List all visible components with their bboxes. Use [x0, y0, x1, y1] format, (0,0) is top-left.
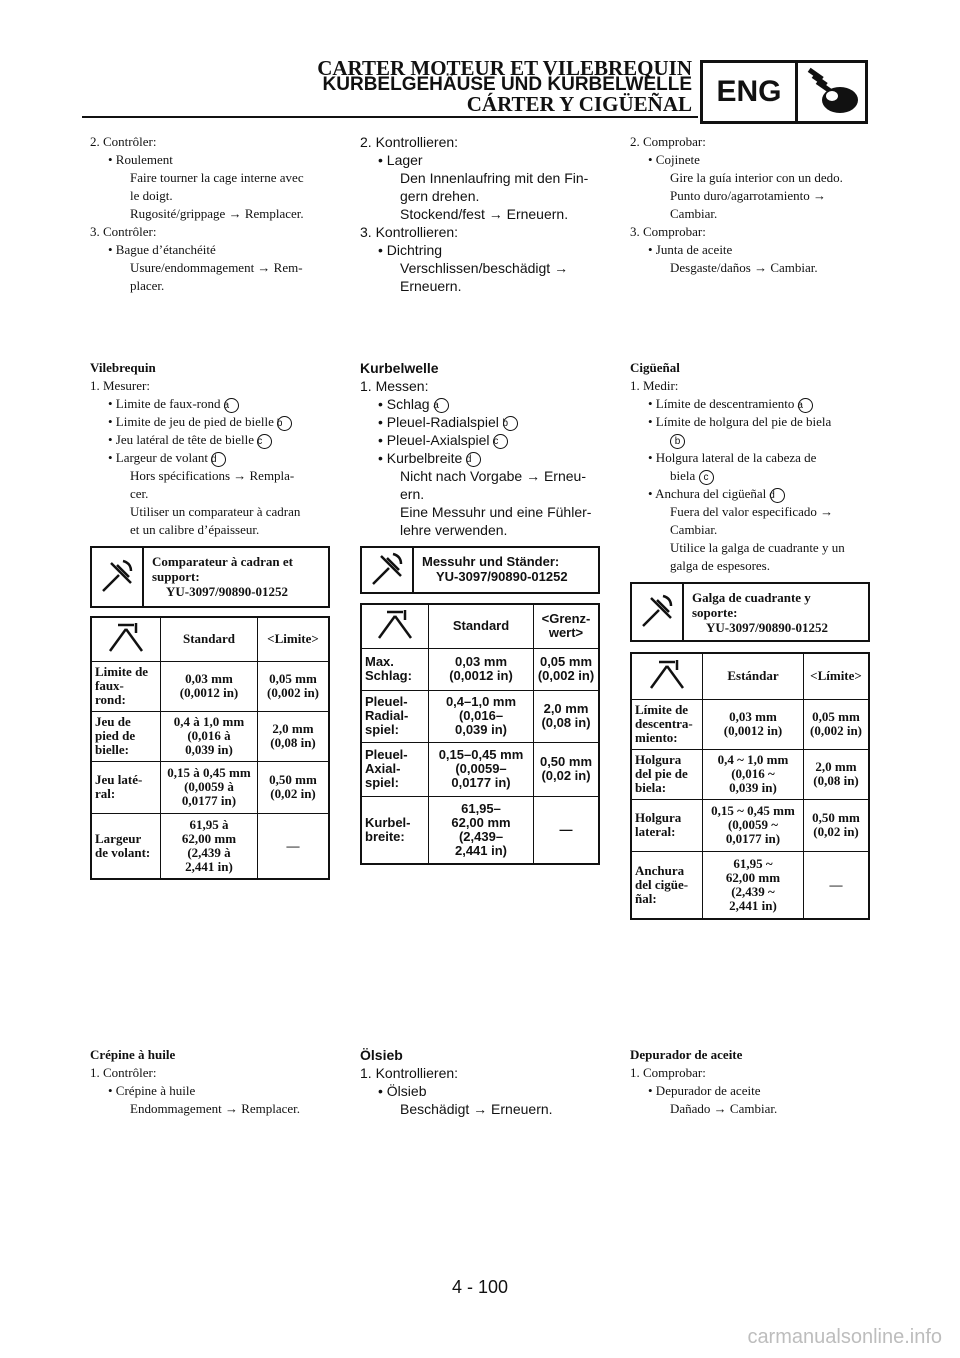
fr-bullet-seal: • Bague d’étanchéité [108, 242, 216, 257]
cell-line: 0,15 ~ 0,45 mm [711, 803, 795, 818]
limit-value: — [258, 813, 330, 879]
header-title-es: CÁRTER Y CIGÜEÑAL [466, 92, 692, 116]
standard-value [429, 690, 534, 742]
header-title-de: KURBELGEHÄUSE UND KURBELWELLE [322, 74, 692, 95]
cell-line: spiel: [365, 722, 399, 737]
standard-value [161, 661, 258, 711]
table-row [361, 796, 599, 864]
cell-line: Schlag: [365, 668, 412, 683]
fr-bullet [90, 413, 330, 431]
standard-value [703, 749, 804, 799]
es-bullet-text: • Anchura del cigüeñal [648, 486, 767, 501]
cell-line: Kurbel- [365, 814, 411, 830]
es-bullet-bearing: • Cojinete [648, 152, 700, 167]
cell-line: lateral: [635, 824, 676, 839]
de-section-2 [360, 359, 600, 539]
cell-line: (0,002 in) [810, 723, 862, 738]
de-tool-line: Messuhr und Ständer: [422, 554, 560, 569]
marker-b: b [277, 416, 292, 431]
es-bullet: • Límite de holgura del pie de biela [648, 414, 832, 429]
cell-line: 0,4 ~ 1,0 mm [717, 752, 789, 767]
de-bullet [360, 413, 600, 431]
cell-line: 62,00 mm [181, 830, 237, 846]
cell-line: 0,05 mm [269, 671, 317, 686]
cell-line: (0,02 in) [813, 824, 859, 839]
fr-bullet-text: • Jeu latéral de tête de bielle [108, 432, 255, 447]
standard-value [703, 799, 804, 851]
cell-line: bielle: [95, 742, 129, 757]
header-standard: Estándar [703, 653, 804, 699]
es-step-1: 1. Medir: [630, 378, 679, 393]
cell-line: de volant: [95, 844, 151, 860]
de-text: Beschädigt → Erneuern. [400, 1101, 553, 1117]
es-text: Dañado → Cambiar. [670, 1101, 778, 1116]
marker-d: d [466, 452, 481, 467]
es-tool-part-number: YU-3097/90890-01252 [706, 620, 829, 635]
fr-special-tool-box [90, 546, 330, 608]
cell-line: 2,0 mm [272, 721, 314, 736]
standard-value [161, 761, 258, 813]
header-limit [534, 604, 600, 648]
table-row [631, 699, 869, 749]
es-tool-line: soporte: [692, 605, 738, 620]
de-bullet-text: • Pleuel-Axialspiel [378, 432, 490, 448]
header-standard: Standard [429, 604, 534, 648]
watermark: carmanualsonline.info [747, 1326, 942, 1348]
specification-icon [647, 658, 687, 692]
fr-step-1: 1. Mesurer: [90, 378, 150, 393]
fr-text: le doigt. [130, 188, 173, 203]
cell-line: Axial- [365, 761, 401, 776]
cell-line: (0,02 in) [541, 768, 591, 783]
standard-value [429, 648, 534, 690]
fr-bullet-text: • Limite de jeu de pied de bielle [108, 414, 274, 429]
row-label [91, 761, 161, 813]
cell-line: 0,0177 in) [725, 831, 781, 846]
standard-value [161, 711, 258, 761]
es-text: Cambiar. [670, 206, 718, 221]
es-tool-text [684, 584, 836, 640]
de-section-1 [360, 133, 600, 295]
cell-line: 62,00 mm [451, 814, 511, 830]
de-text: Nicht nach Vorgabe → Erneu- [400, 468, 586, 484]
cell-line: 0,05 mm [539, 654, 593, 669]
de-crankshaft-title: Kurbelwelle [360, 360, 439, 376]
specification-icon [106, 621, 146, 655]
fr-spec-table [90, 616, 330, 880]
fr-text: et un calibre d’épaisseur. [130, 522, 260, 537]
table-header-row [91, 617, 329, 661]
es-section-1 [630, 133, 870, 277]
fr-section-1 [90, 133, 330, 295]
table-row [91, 761, 329, 813]
cell-line: Holgura [635, 810, 682, 825]
fr-oil-strainer-title: Crépine à huile [90, 1047, 176, 1062]
marker-a: a [224, 398, 239, 413]
table-row [361, 742, 599, 796]
cell-line: del cigüe- [635, 876, 689, 892]
table-row [631, 799, 869, 851]
cell-line: 2,0 mm [815, 759, 857, 774]
limit-value [258, 661, 330, 711]
header-limit: <Límite> [804, 653, 870, 699]
row-label [91, 813, 161, 879]
fr-text: Rugosité/grippage → Remplacer. [130, 206, 304, 221]
de-oil-strainer-title: Ölsieb [360, 1047, 403, 1063]
de-tool-part-number: YU-3097/90890-01252 [436, 569, 568, 584]
row-label [361, 742, 429, 796]
marker-d: d [211, 452, 226, 467]
de-text: Eine Messuhr und eine Fühler- [400, 504, 592, 520]
cell-line: (0,002 in) [267, 685, 319, 700]
cell-line: (0,0012 in) [179, 685, 239, 700]
de-section-3 [360, 1046, 600, 1118]
fr-bullet-bearing: • Roulement [108, 152, 173, 167]
es-text: Punto duro/agarrotamiento → [670, 188, 826, 203]
es-crankshaft-title: Cigüeñal [630, 360, 680, 375]
table-row [91, 813, 329, 879]
cell-line: Pleuel- [365, 747, 408, 762]
table-row [91, 661, 329, 711]
header-standard: Standard [161, 617, 258, 661]
de-text: gern drehen. [400, 188, 480, 204]
de-step-2: 2. Kontrollieren: [360, 134, 459, 150]
limit-value [258, 711, 330, 761]
fr-text: placer. [130, 278, 165, 293]
fr-step-1: 1. Contrôler: [90, 1065, 157, 1080]
limit-value [258, 761, 330, 813]
de-text: Stockend/fest → Erneuern. [400, 206, 569, 222]
fr-section-3 [90, 1046, 330, 1118]
row-label [631, 851, 703, 919]
cell-line: del pie de [635, 766, 688, 781]
cell-line: 0,039 in) [454, 722, 508, 737]
cell-line: 0,0177 in) [181, 793, 237, 808]
header-limit: <Limite> [258, 617, 330, 661]
special-tool-icon [362, 548, 414, 592]
cell-line: 0,05 mm [812, 709, 860, 724]
cell-line: Jeu de [95, 714, 131, 729]
cell-line: Largeur [95, 830, 142, 846]
fr-bullet [90, 449, 330, 467]
row-label [631, 799, 703, 851]
de-tool-text [414, 548, 576, 592]
cell-line: (0,08 in) [270, 735, 316, 750]
cell-line: breite: [365, 828, 405, 844]
fr-tool-line: support: [152, 569, 200, 584]
marker-b: b [670, 434, 685, 449]
limit-value: — [534, 796, 600, 864]
cell-line: 62,00 mm [725, 869, 781, 885]
es-section-3 [630, 1046, 870, 1118]
row-label [91, 711, 161, 761]
de-text: lehre verwenden. [400, 522, 508, 538]
de-bullet [360, 395, 600, 413]
cell-line: (0,08 in) [813, 773, 859, 788]
standard-value [429, 742, 534, 796]
cell-line: (2,439– [458, 828, 504, 844]
standard-value [703, 851, 804, 919]
marker-a: a [798, 398, 813, 413]
row-label [91, 661, 161, 711]
table-header-row [631, 653, 869, 699]
es-bullet-text: • Límite de descentramiento [648, 396, 795, 411]
de-spec-table [360, 603, 600, 865]
cell-line: Holgura [635, 752, 682, 767]
cell-line: (0,016 à [187, 728, 231, 743]
de-bullet-bearing: • Lager [378, 152, 423, 168]
cell-line: Anchura [635, 862, 685, 878]
table-row [361, 690, 599, 742]
page-number: 4 - 100 [451, 1277, 509, 1297]
fr-text: Faire tourner la cage interne avec [130, 170, 304, 185]
section-badge-label: ENG [703, 63, 798, 121]
fr-text: Usure/endommagement → Rem- [130, 260, 303, 275]
marker-c: c [257, 434, 272, 449]
cell-line: (0,0059 à [184, 779, 234, 794]
de-step-3: 3. Kontrollieren: [360, 224, 459, 240]
row-label [361, 690, 429, 742]
de-step-1: 1. Kontrollieren: [360, 1065, 459, 1081]
es-step-3: 3. Comprobar: [630, 224, 706, 239]
de-text: ern. [400, 486, 425, 502]
cell-line: ñal: [635, 890, 657, 906]
fr-text: Endommagement → Remplacer. [130, 1101, 301, 1116]
cell-line: 61,95 ~ [733, 855, 773, 871]
cell-line: (0,016– [458, 708, 504, 723]
limit-value [804, 749, 870, 799]
cell-line: Jeu laté- [95, 772, 143, 787]
cell-line: (0,02 in) [270, 786, 316, 801]
es-bullet-text: biela [670, 468, 696, 483]
cell-line: (2,439 ~ [731, 883, 775, 899]
cell-line: 0,03 mm [729, 709, 777, 724]
cell-line: biela: [635, 780, 667, 795]
fr-bullet: • Crépine à huile [108, 1083, 196, 1098]
de-bullet-text: • Pleuel-Radialspiel [378, 414, 499, 430]
cell-line: <Grenz- [541, 611, 591, 627]
row-label [361, 796, 429, 864]
special-tool-icon [632, 584, 684, 640]
row-label [631, 699, 703, 749]
limit-value [804, 699, 870, 749]
spec-icon-cell [91, 617, 161, 661]
cell-line: (0,0059– [455, 761, 507, 776]
cell-line: 61,95– [461, 800, 501, 816]
cell-line: wert> [548, 625, 584, 641]
fr-text: cer. [130, 486, 149, 501]
cell-line: faux- [95, 678, 124, 693]
limit-value [804, 799, 870, 851]
table-row [91, 711, 329, 761]
marker-c: c [699, 470, 714, 485]
cell-line: 0,0177 in) [451, 775, 511, 790]
es-text: galga de espesores. [670, 558, 770, 573]
cell-line: 0,03 mm [185, 671, 233, 686]
es-bullet: • Depurador de aceite [648, 1083, 761, 1098]
marker-d: d [770, 488, 785, 503]
de-bullet-text: • Kurbelbreite [378, 450, 463, 466]
fr-tool-line: Comparateur à cadran et [152, 554, 293, 569]
cell-line: rond: [95, 692, 126, 707]
de-bullet-seal: • Dichtring [378, 242, 443, 258]
es-text: Gire la guía interior con un dedo. [670, 170, 843, 185]
de-text: Den Innenlaufring mit den Fin- [400, 170, 589, 186]
es-text: Fuera del valor especificado → [670, 504, 834, 519]
marker-c: c [493, 434, 508, 449]
fr-text: Utiliser un comparateur à cadran [130, 504, 301, 519]
cell-line: ral: [95, 786, 116, 801]
row-label [631, 749, 703, 799]
de-bullet [360, 449, 600, 467]
table-header-row [361, 604, 599, 648]
table-row [361, 648, 599, 690]
standard-value [703, 699, 804, 749]
special-tool-icon [92, 548, 144, 606]
de-bullet: • Ölsieb [378, 1083, 427, 1099]
de-special-tool-box [360, 546, 600, 594]
es-text: Cambiar. [670, 522, 718, 537]
cell-line: (0,002 in) [537, 668, 595, 683]
cell-line: 2,0 mm [543, 701, 589, 716]
cell-line: 0,4–1,0 mm [445, 694, 517, 709]
cell-line: 2,441 in) [185, 858, 233, 874]
cell-line: (0,0012 in) [449, 668, 513, 683]
cell-line: miento: [635, 730, 678, 745]
es-bullet-cont [630, 431, 870, 449]
cell-line: 0,15–0,45 mm [438, 747, 524, 762]
es-section-2 [630, 359, 870, 575]
header-title-fr: CARTER MOTEUR ET VILEBREQUIN [317, 56, 692, 80]
cell-line: 0,50 mm [269, 772, 317, 787]
cell-line: pied de [95, 728, 136, 743]
standard-value [429, 796, 534, 864]
cell-line: 0,4 à 1,0 mm [173, 714, 245, 729]
row-label [361, 648, 429, 690]
section-badge [700, 60, 868, 124]
de-text: Verschlissen/beschädigt → [400, 260, 569, 276]
cell-line: (2,439 à [187, 844, 231, 860]
es-bullet-cont [630, 467, 870, 485]
cell-line: 0,50 mm [539, 754, 593, 769]
limit-value [534, 690, 600, 742]
cell-line: 0,039 in) [729, 780, 777, 795]
spec-icon-cell [361, 604, 429, 648]
cell-line: Limite de [95, 664, 149, 679]
cell-line: 0,15 à 0,45 mm [167, 765, 251, 780]
cell-line: (0,016 ~ [731, 766, 775, 781]
es-bullet-seal: • Junta de aceite [648, 242, 733, 257]
es-oil-strainer-title: Depurador de aceite [630, 1047, 743, 1062]
fr-text: Hors spécifications → Rempla- [130, 468, 295, 483]
cell-line: (0,0059 ~ [727, 817, 779, 832]
es-spec-table [630, 652, 870, 920]
cell-line: Pleuel- [365, 694, 408, 709]
fr-step-3: 3. Contrôler: [90, 224, 157, 239]
cell-line: 2,441 in) [729, 897, 777, 913]
cell-line: (0,08 in) [541, 715, 591, 730]
fr-tool-text [144, 548, 301, 606]
wrench-tool-icon [798, 63, 865, 121]
de-text: Erneuern. [400, 278, 462, 294]
de-step-1: 1. Messen: [360, 378, 429, 394]
limit-value [534, 648, 600, 690]
fr-crankshaft-title: Vilebrequin [90, 360, 156, 375]
fr-step-2: 2. Contrôler: [90, 134, 157, 149]
table-row [631, 851, 869, 919]
marker-a: a [434, 398, 449, 413]
cell-line: spiel: [365, 775, 399, 790]
cell-line: 61,95 à [189, 816, 229, 832]
marker-b: b [503, 416, 518, 431]
table-row [631, 749, 869, 799]
standard-value [161, 813, 258, 879]
cell-line: (0,0012 in) [723, 723, 783, 738]
fr-tool-part-number: YU-3097/90890-01252 [166, 584, 289, 599]
specification-icon [375, 608, 415, 642]
cell-line: 0,50 mm [812, 810, 860, 825]
cell-line: 2,441 in) [454, 842, 508, 858]
es-tool-line: Galga de cuadrante y [692, 590, 811, 605]
es-step-1: 1. Comprobar: [630, 1065, 706, 1080]
es-text: Desgaste/daños → Cambiar. [670, 260, 818, 275]
es-step-2: 2. Comprobar: [630, 134, 706, 149]
de-bullet [360, 431, 600, 449]
cell-line: descentra- [635, 716, 693, 731]
es-bullet [630, 395, 870, 413]
es-bullet [630, 485, 870, 503]
limit-value [534, 742, 600, 796]
es-special-tool-box [630, 582, 870, 642]
de-bullet-text: • Schlag [378, 396, 430, 412]
header-rule [82, 116, 698, 118]
limit-value: — [804, 851, 870, 919]
fr-bullet-text: • Limite de faux-rond [108, 396, 221, 411]
cell-line: Radial- [365, 708, 409, 723]
fr-bullet [90, 395, 330, 413]
spec-icon-cell [631, 653, 703, 699]
cell-line: 0,039 in) [185, 742, 233, 757]
fr-bullet [90, 431, 330, 449]
fr-bullet-text: • Largeur de volant [108, 450, 208, 465]
cell-line: 0,03 mm [454, 654, 508, 669]
es-text: Utilice la galga de cuadrante y un [670, 540, 845, 555]
cell-line: Max. [365, 654, 394, 669]
fr-section-2 [90, 359, 330, 539]
cell-line: Límite de [635, 702, 689, 717]
es-bullet: • Holgura lateral de la cabeza de [648, 450, 817, 465]
